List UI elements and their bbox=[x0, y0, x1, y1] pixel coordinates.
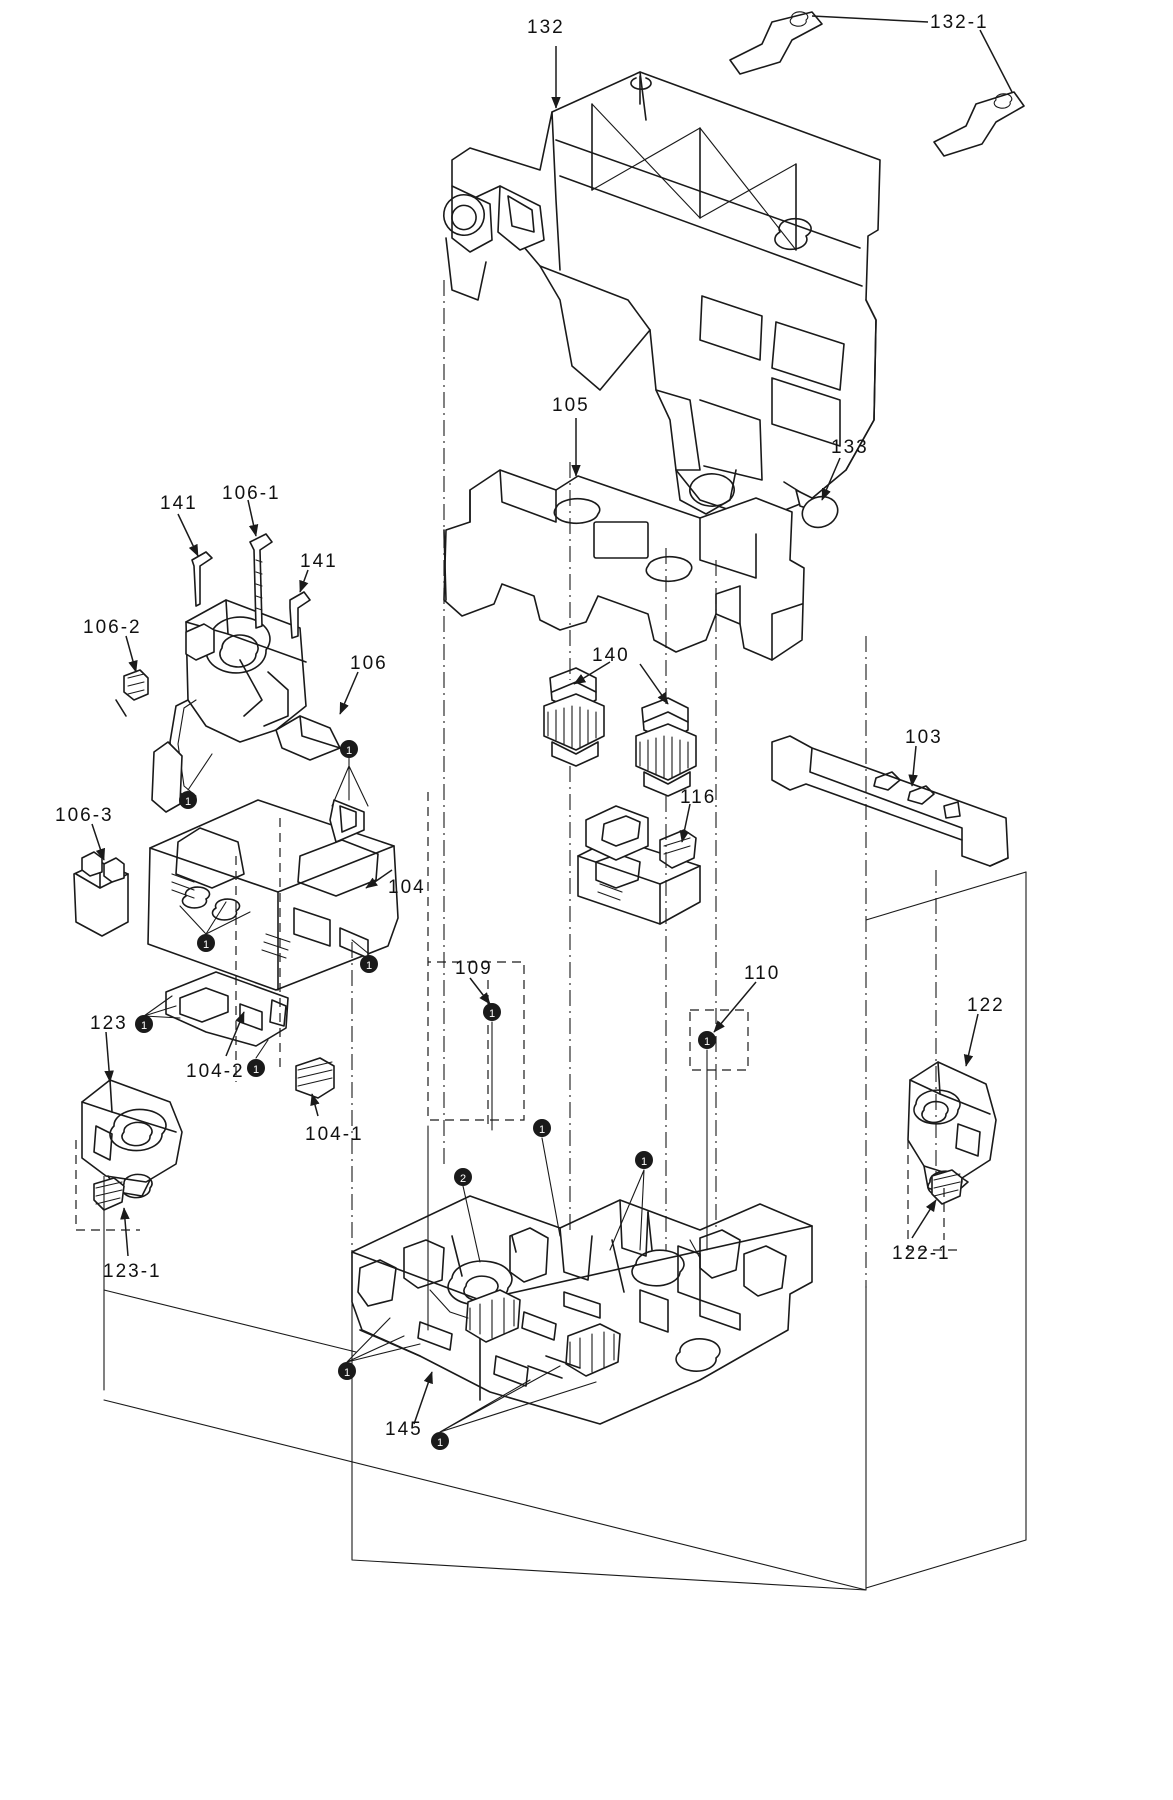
callout-106-3: 106-3 bbox=[55, 805, 114, 826]
callout-110: 110 bbox=[744, 963, 781, 984]
callout-103: 103 bbox=[905, 727, 943, 748]
callout-132: 132 bbox=[527, 17, 565, 38]
callout-104-1: 104-1 bbox=[305, 1124, 364, 1145]
svg-text:2: 2 bbox=[459, 1173, 467, 1185]
callout-145: 145 bbox=[385, 1419, 423, 1440]
part-122-1-bushing bbox=[932, 1170, 962, 1204]
part-103-lever bbox=[772, 736, 1008, 866]
part-145-chassis bbox=[352, 1196, 812, 1424]
callout-109: 109 bbox=[455, 958, 493, 979]
part-106-3-connector bbox=[74, 852, 128, 936]
callout-106-1: 106-1 bbox=[222, 483, 281, 504]
callout-106: 106 bbox=[350, 653, 388, 674]
svg-text:1: 1 bbox=[538, 1124, 546, 1136]
svg-text:1: 1 bbox=[345, 745, 353, 757]
callout-141-a: 141 bbox=[160, 493, 198, 514]
svg-text:1: 1 bbox=[436, 1437, 444, 1449]
callout-140: 140 bbox=[592, 645, 630, 666]
callout-122-1: 122-1 bbox=[892, 1243, 951, 1264]
callout-123: 123 bbox=[90, 1013, 128, 1034]
svg-text:1: 1 bbox=[640, 1156, 648, 1168]
part-123-1-bushing bbox=[94, 1178, 124, 1210]
callout-106-2: 106-2 bbox=[83, 617, 142, 638]
part-106-2-grommet bbox=[116, 670, 148, 716]
callout-122: 122 bbox=[967, 995, 1005, 1016]
part-123-block bbox=[82, 1080, 182, 1198]
callout-132-1: 132-1 bbox=[930, 12, 989, 33]
part-104-1-bushing bbox=[296, 1058, 334, 1098]
svg-text:1: 1 bbox=[488, 1008, 496, 1020]
callout-104: 104 bbox=[388, 877, 426, 898]
callout-104-2: 104-2 bbox=[186, 1061, 245, 1082]
part-132-frame bbox=[444, 72, 880, 520]
callout-105: 105 bbox=[552, 395, 590, 416]
svg-text:1: 1 bbox=[703, 1036, 711, 1048]
svg-text:1: 1 bbox=[202, 939, 210, 951]
part-140-gears bbox=[544, 668, 696, 796]
svg-text:1: 1 bbox=[343, 1367, 351, 1379]
callout-116: 116 bbox=[680, 787, 717, 808]
svg-text:1: 1 bbox=[365, 960, 373, 972]
callout-123-1: 123-1 bbox=[103, 1261, 162, 1282]
callout-141-b: 141 bbox=[300, 551, 338, 572]
part-106-motor-assembly bbox=[152, 600, 340, 812]
svg-text:1: 1 bbox=[140, 1020, 148, 1032]
svg-text:1: 1 bbox=[252, 1064, 260, 1076]
callout-133: 133 bbox=[831, 437, 869, 458]
part-116-subpcb bbox=[578, 806, 700, 924]
svg-text:1: 1 bbox=[184, 796, 192, 808]
